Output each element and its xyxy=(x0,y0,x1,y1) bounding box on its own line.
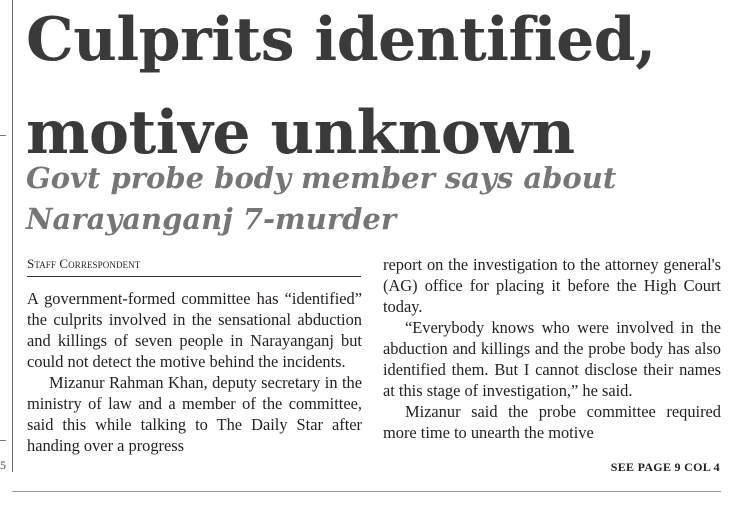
headline-line-1: Culprits identified, xyxy=(26,5,656,75)
article-paragraph: “Everybody knows who were involved in the abduction and killings and the probe body has also identified them. But I cannot disclose their names at this stage of investigation,” he said. xyxy=(383,318,721,400)
headline xyxy=(26,0,726,180)
article-column-2 xyxy=(383,254,721,443)
margin-tick xyxy=(0,135,6,136)
byline-rule xyxy=(27,276,361,277)
article-paragraph: Mizanur said the probe committee required more time to unearth the motive xyxy=(383,402,721,442)
byline: Staff Correspondent xyxy=(27,256,141,271)
headline-line-2: motive unknown xyxy=(26,98,575,168)
left-column-rule xyxy=(12,0,13,472)
bottom-rule xyxy=(12,491,721,492)
margin-tick xyxy=(0,440,6,441)
subheadline-line-2: Narayanganj 7-murder xyxy=(26,202,397,236)
article-column-1 xyxy=(27,288,362,456)
article-paragraph: report on the investigation to the attorney general's (AG) office for placing it before the High Court today. xyxy=(383,255,721,316)
article-paragraph: A government-formed committee has “identified” the culprits involved in the sensational abduction and killings of seven people in Narayanganj but could not detect the motive behind the incidents. xyxy=(27,289,362,371)
subheadline-line-1: Govt probe body member says about xyxy=(26,161,617,195)
continuation-jump-line: SEE PAGE 9 COL 4 xyxy=(610,460,720,474)
article-paragraph: Mizanur Rahman Khan, deputy secretary in the ministry of law and a member of the committee, said this while talking to The Daily Star after handing over a progress xyxy=(27,373,362,455)
margin-edge-char: 5 xyxy=(0,458,6,472)
subheadline xyxy=(26,158,716,240)
